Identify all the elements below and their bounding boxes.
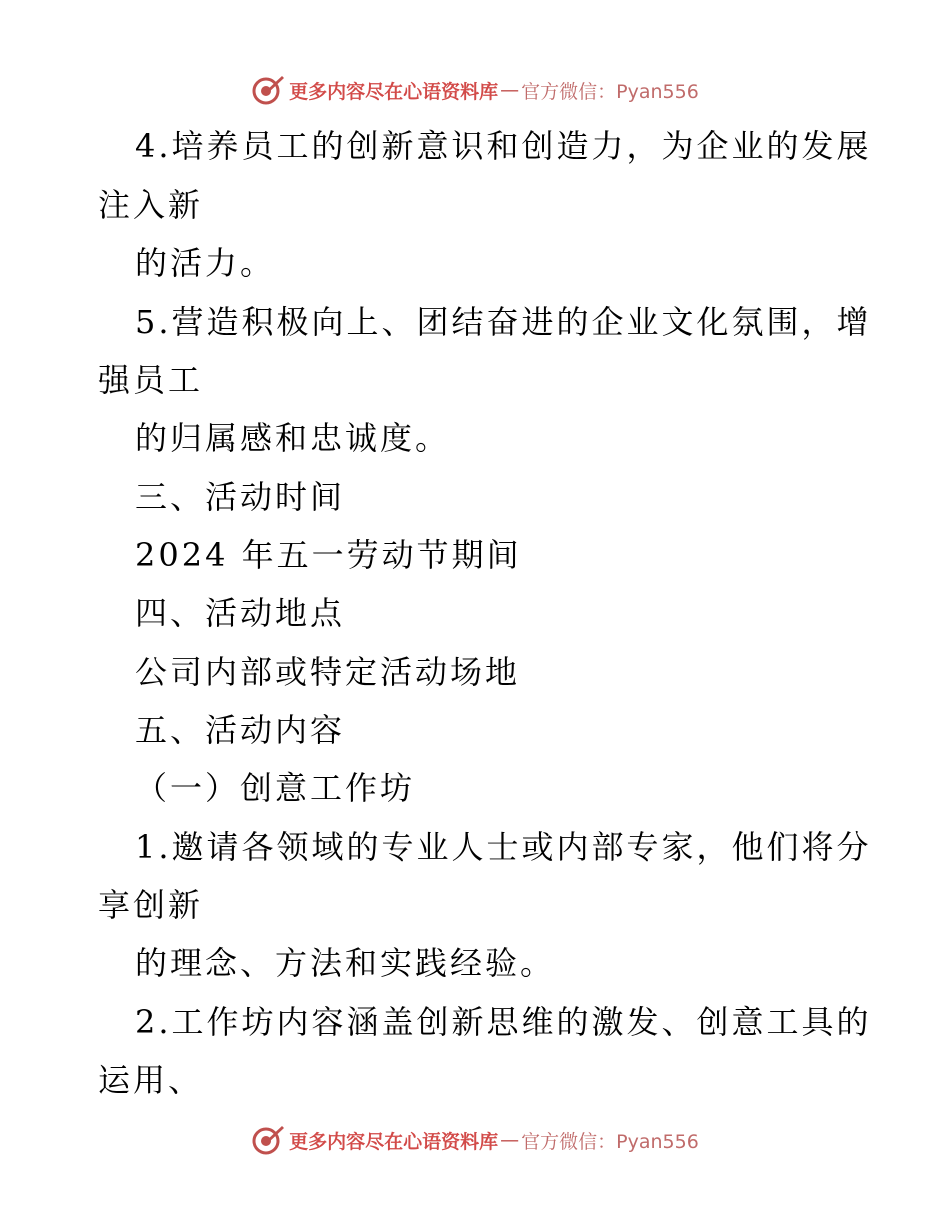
section-heading: 三、活动时间 bbox=[135, 478, 346, 516]
section-heading: 五、活动内容 bbox=[135, 711, 346, 749]
watermark-main-text: 更多内容尽在心语资料库 bbox=[289, 1130, 499, 1153]
paragraph-line: 5.营造积极向上、团结奋进的企业文化氛围，增 bbox=[135, 303, 872, 341]
paragraph-line: 2024 年五一劳动节期间 bbox=[135, 536, 522, 574]
watermark-dash: — bbox=[500, 79, 520, 101]
header-watermark bbox=[0, 70, 950, 110]
paragraph-line: 运用、 bbox=[98, 1061, 204, 1099]
pen-logo-icon bbox=[251, 1123, 285, 1157]
paragraph-line: 2.工作坊内容涵盖创新思维的激发、创意工具的 bbox=[135, 1003, 872, 1041]
paragraph-line: 4.培养员工的创新意识和创造力，为企业的发展 bbox=[135, 127, 872, 165]
subsection-heading: （一）创意工作坊 bbox=[135, 769, 416, 807]
watermark-dash: — bbox=[500, 1129, 520, 1151]
pen-logo-icon bbox=[251, 73, 285, 107]
paragraph-line: 享创新 bbox=[98, 886, 204, 924]
section-heading: 四、活动地点 bbox=[135, 594, 346, 632]
paragraph-line: 1.邀请各领域的专业人士或内部专家，他们将分 bbox=[135, 828, 872, 866]
watermark-main-text: 更多内容尽在心语资料库 bbox=[289, 80, 499, 103]
paragraph-line: 的理念、方法和实践经验。 bbox=[135, 944, 556, 982]
paragraph-line: 的归属感和忠诚度。 bbox=[135, 419, 451, 457]
paragraph-line: 注入新 bbox=[98, 186, 204, 224]
watermark-contact-text: 官方微信：Pyan556 bbox=[521, 80, 699, 103]
paragraph-line: 的活力。 bbox=[135, 244, 276, 282]
paragraph-line: 强员工 bbox=[98, 361, 204, 399]
watermark-contact-text: 官方微信：Pyan556 bbox=[521, 1130, 699, 1153]
paragraph-line: 公司内部或特定活动场地 bbox=[135, 653, 521, 691]
footer-watermark bbox=[0, 1120, 950, 1160]
